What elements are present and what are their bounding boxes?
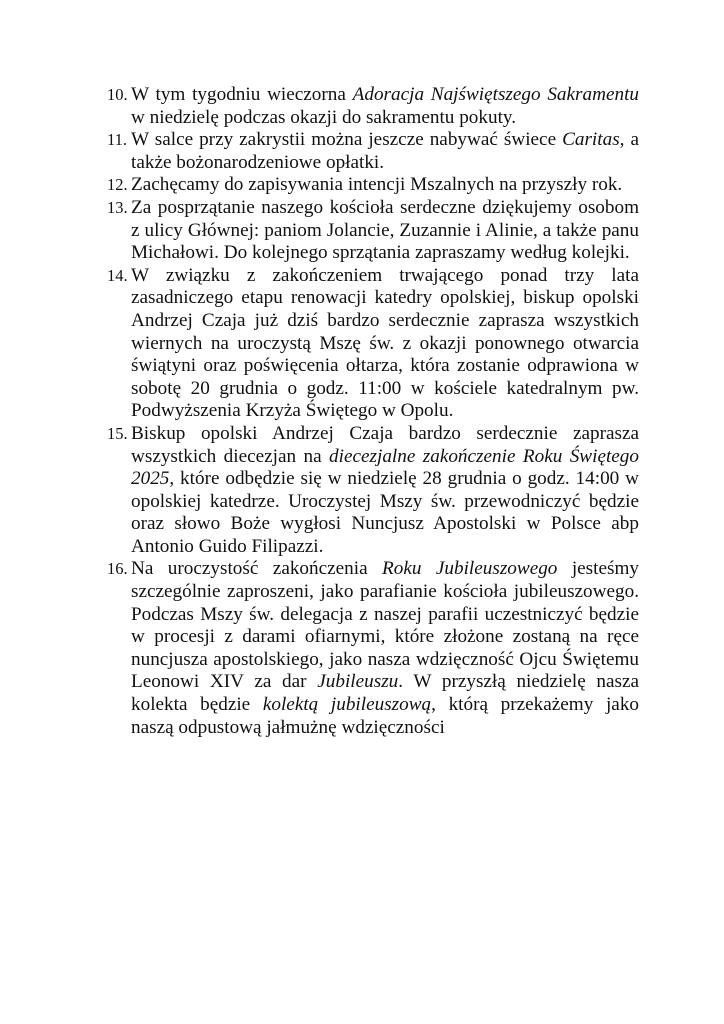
announcement-item-15 (107, 423, 639, 559)
item-text-italic: Roku Jubileuszowego (382, 558, 558, 580)
announcement-item-10 (107, 84, 639, 129)
item-text-italic: Jubileuszu (317, 671, 399, 693)
item-text: W salce przy zakrystii można jeszcze nabywać świece (131, 129, 563, 151)
item-text: Zachęcamy do zapisywania intencji Mszalnych na przyszły rok. (131, 174, 623, 196)
item-text: , którą przekażemy jako naszą odpustową jałmużnę wdzięczności (131, 694, 640, 738)
item-number: 16. (107, 559, 128, 579)
item-text-italic: Caritas (562, 129, 620, 151)
item-number: 13. (107, 197, 128, 217)
item-number: 10. (107, 85, 128, 104)
announcement-item-13 (107, 197, 639, 265)
item-number: 11. (107, 130, 128, 150)
item-number: 15. (107, 423, 128, 443)
item-text: Za posprzątanie naszego kościoła serdeczne dziękujemy osobom z ulicy Głównej: paniom Jolancie, Zuzannie i Alinie, a także panu Michałowi. Do kolejnego sprzątania zapraszamy według kolejki. (131, 196, 639, 264)
item-text: jesteśmy szczególnie zaproszeni, jako parafianie kościoła jubileuszowego. Podczas Mszy św. delegacja z naszej parafii uczestniczyć będzie w procesji z darami ofiarnymi, które złożone zostaną na ręce nuncjusza apostolskiego, jako nasza wdzięczność Ojcu Świętemu Leonowi XIV za dar (131, 558, 639, 693)
item-text: w niedzielę podczas okazji do sakramentu pokuty. (131, 106, 517, 128)
announcement-item-11 (107, 129, 639, 174)
item-number: 14. (107, 265, 128, 285)
item-text: , które odbędzie się w niedzielę 28 grudnia o godz. 14:00 w opolskiej katedrze. Uroczystej Mszy św. przewodniczyć będzie oraz słowo Boże wygłosi Nuncjusz Apostolski w Polsce abp Antonio Guido Filipazzi. (131, 468, 639, 557)
item-text: Biskup opolski Andrzej Czaja bardzo serdecznie zaprasza wszystkich diecezjan na (131, 422, 639, 467)
document-page (107, 84, 639, 739)
item-text-italic: kolektą jubileuszową (262, 694, 432, 716)
item-text-italic: Adoracja Najświętszego Sakramentu (352, 84, 639, 105)
announcement-item-12 (107, 174, 639, 197)
item-number: 12. (107, 175, 128, 195)
item-text: W tym tygodniu wieczorna (131, 84, 353, 105)
item-text: . W przyszłą niedzielę nasza kolekta będzie (131, 671, 640, 716)
announcement-list (107, 84, 639, 739)
item-text: W związku z zakończeniem trwającego ponad trzy lata zasadniczego etapu renowacji katedry opolskiej, biskup opolski Andrzej Czaja już dziś bardzo serdecznie zaprasza wszystkich wiernych na uroczystą Mszę św. z okazji ponownego otwarcia świątyni oraz poświęcenia ołtarza, która zostanie odprawiona w sobotę 20 grudnia o godz. 11:00 w kościele katedralnym pw. Podwyższenia Krzyża Świętego w Opolu. (131, 264, 639, 422)
item-text-italic: diecezjalne zakończenie Roku Świętego 2025 (131, 445, 639, 490)
announcement-item-16 (107, 558, 639, 739)
item-text: , a także bożonarodzeniowe opłatki. (131, 129, 639, 173)
announcement-item-14 (107, 265, 639, 423)
item-text: Na uroczystość zakończenia (131, 558, 383, 580)
